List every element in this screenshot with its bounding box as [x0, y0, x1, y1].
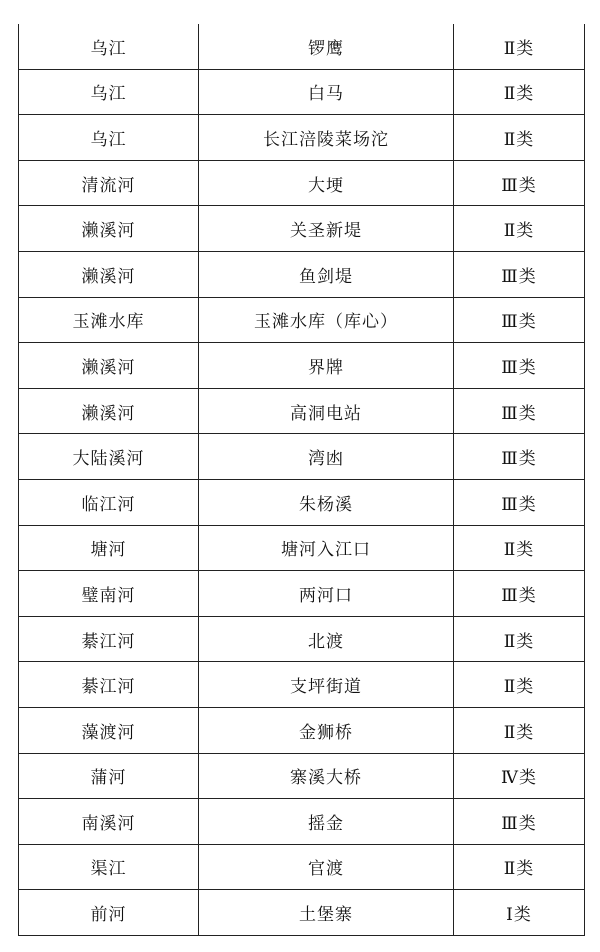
water-quality-category-cell: Ⅲ类 [454, 434, 585, 480]
table-row [19, 479, 585, 525]
river-name-cell: 临江河 [19, 479, 199, 525]
section-name-cell: 界牌 [199, 343, 454, 389]
section-name-cell: 两河口 [199, 571, 454, 617]
water-quality-category-cell: Ⅲ类 [454, 571, 585, 617]
section-name-cell: 长江涪陵菜场沱 [199, 115, 454, 161]
river-name-cell: 濑溪河 [19, 206, 199, 252]
water-quality-category-cell: Ⅲ类 [454, 343, 585, 389]
water-quality-category-cell: Ⅱ类 [454, 206, 585, 252]
river-name-cell: 渠江 [19, 844, 199, 890]
section-name-cell: 金狮桥 [199, 707, 454, 753]
section-name-cell: 关圣新堤 [199, 206, 454, 252]
river-name-cell: 前河 [19, 890, 199, 936]
river-name-cell: 綦江河 [19, 662, 199, 708]
water-quality-category-cell: Ⅲ类 [454, 251, 585, 297]
water-quality-category-cell: Ⅲ类 [454, 799, 585, 845]
water-quality-category-cell: Ⅱ类 [454, 844, 585, 890]
water-quality-table [18, 24, 584, 936]
water-quality-category-cell: Ⅳ类 [454, 753, 585, 799]
table-row [19, 799, 585, 845]
section-name-cell: 白马 [199, 69, 454, 115]
water-quality-category-cell: Ⅱ类 [454, 69, 585, 115]
river-name-cell: 濑溪河 [19, 251, 199, 297]
section-name-cell: 支坪街道 [199, 662, 454, 708]
table-row [19, 206, 585, 252]
water-quality-category-cell: Ⅲ类 [454, 388, 585, 434]
section-name-cell: 朱杨溪 [199, 479, 454, 525]
section-name-cell: 寨溪大桥 [199, 753, 454, 799]
section-name-cell: 土堡寨 [199, 890, 454, 936]
river-name-cell: 玉滩水库 [19, 297, 199, 343]
section-name-cell: 鱼剑堤 [199, 251, 454, 297]
water-quality-category-cell: Ⅱ类 [454, 662, 585, 708]
river-name-cell: 綦江河 [19, 616, 199, 662]
table-row [19, 388, 585, 434]
river-name-cell: 藻渡河 [19, 707, 199, 753]
water-quality-category-cell: Ⅰ类 [454, 890, 585, 936]
table-row [19, 115, 585, 161]
section-name-cell: 锣鹰 [199, 24, 454, 69]
section-name-cell: 摇金 [199, 799, 454, 845]
table-row [19, 662, 585, 708]
table-body [19, 24, 585, 935]
water-quality-category-cell: Ⅱ类 [454, 616, 585, 662]
water-quality-category-cell: Ⅲ类 [454, 160, 585, 206]
river-name-cell: 清流河 [19, 160, 199, 206]
water-quality-category-cell: Ⅱ类 [454, 525, 585, 571]
river-name-cell: 璧南河 [19, 571, 199, 617]
table-row [19, 343, 585, 389]
section-name-cell: 湾凼 [199, 434, 454, 480]
water-quality-table-grid [18, 24, 585, 936]
table-row [19, 24, 585, 69]
section-name-cell: 高洞电站 [199, 388, 454, 434]
table-row [19, 616, 585, 662]
section-name-cell: 玉滩水库（库心） [199, 297, 454, 343]
section-name-cell: 北渡 [199, 616, 454, 662]
water-quality-category-cell: Ⅱ类 [454, 707, 585, 753]
water-quality-category-cell: Ⅲ类 [454, 297, 585, 343]
table-row [19, 69, 585, 115]
section-name-cell: 官渡 [199, 844, 454, 890]
table-row [19, 160, 585, 206]
water-quality-category-cell: Ⅱ类 [454, 24, 585, 69]
river-name-cell: 濑溪河 [19, 343, 199, 389]
river-name-cell: 大陆溪河 [19, 434, 199, 480]
river-name-cell: 蒲河 [19, 753, 199, 799]
river-name-cell: 南溪河 [19, 799, 199, 845]
water-quality-category-cell: Ⅱ类 [454, 115, 585, 161]
table-row [19, 434, 585, 480]
section-name-cell: 大埂 [199, 160, 454, 206]
table-row [19, 297, 585, 343]
table-row [19, 753, 585, 799]
river-name-cell: 乌江 [19, 115, 199, 161]
river-name-cell: 乌江 [19, 24, 199, 69]
river-name-cell: 塘河 [19, 525, 199, 571]
table-row [19, 525, 585, 571]
water-quality-category-cell: Ⅲ类 [454, 479, 585, 525]
table-row [19, 707, 585, 753]
river-name-cell: 乌江 [19, 69, 199, 115]
table-row [19, 251, 585, 297]
river-name-cell: 濑溪河 [19, 388, 199, 434]
table-row [19, 571, 585, 617]
section-name-cell: 塘河入江口 [199, 525, 454, 571]
table-row [19, 890, 585, 936]
table-row [19, 844, 585, 890]
